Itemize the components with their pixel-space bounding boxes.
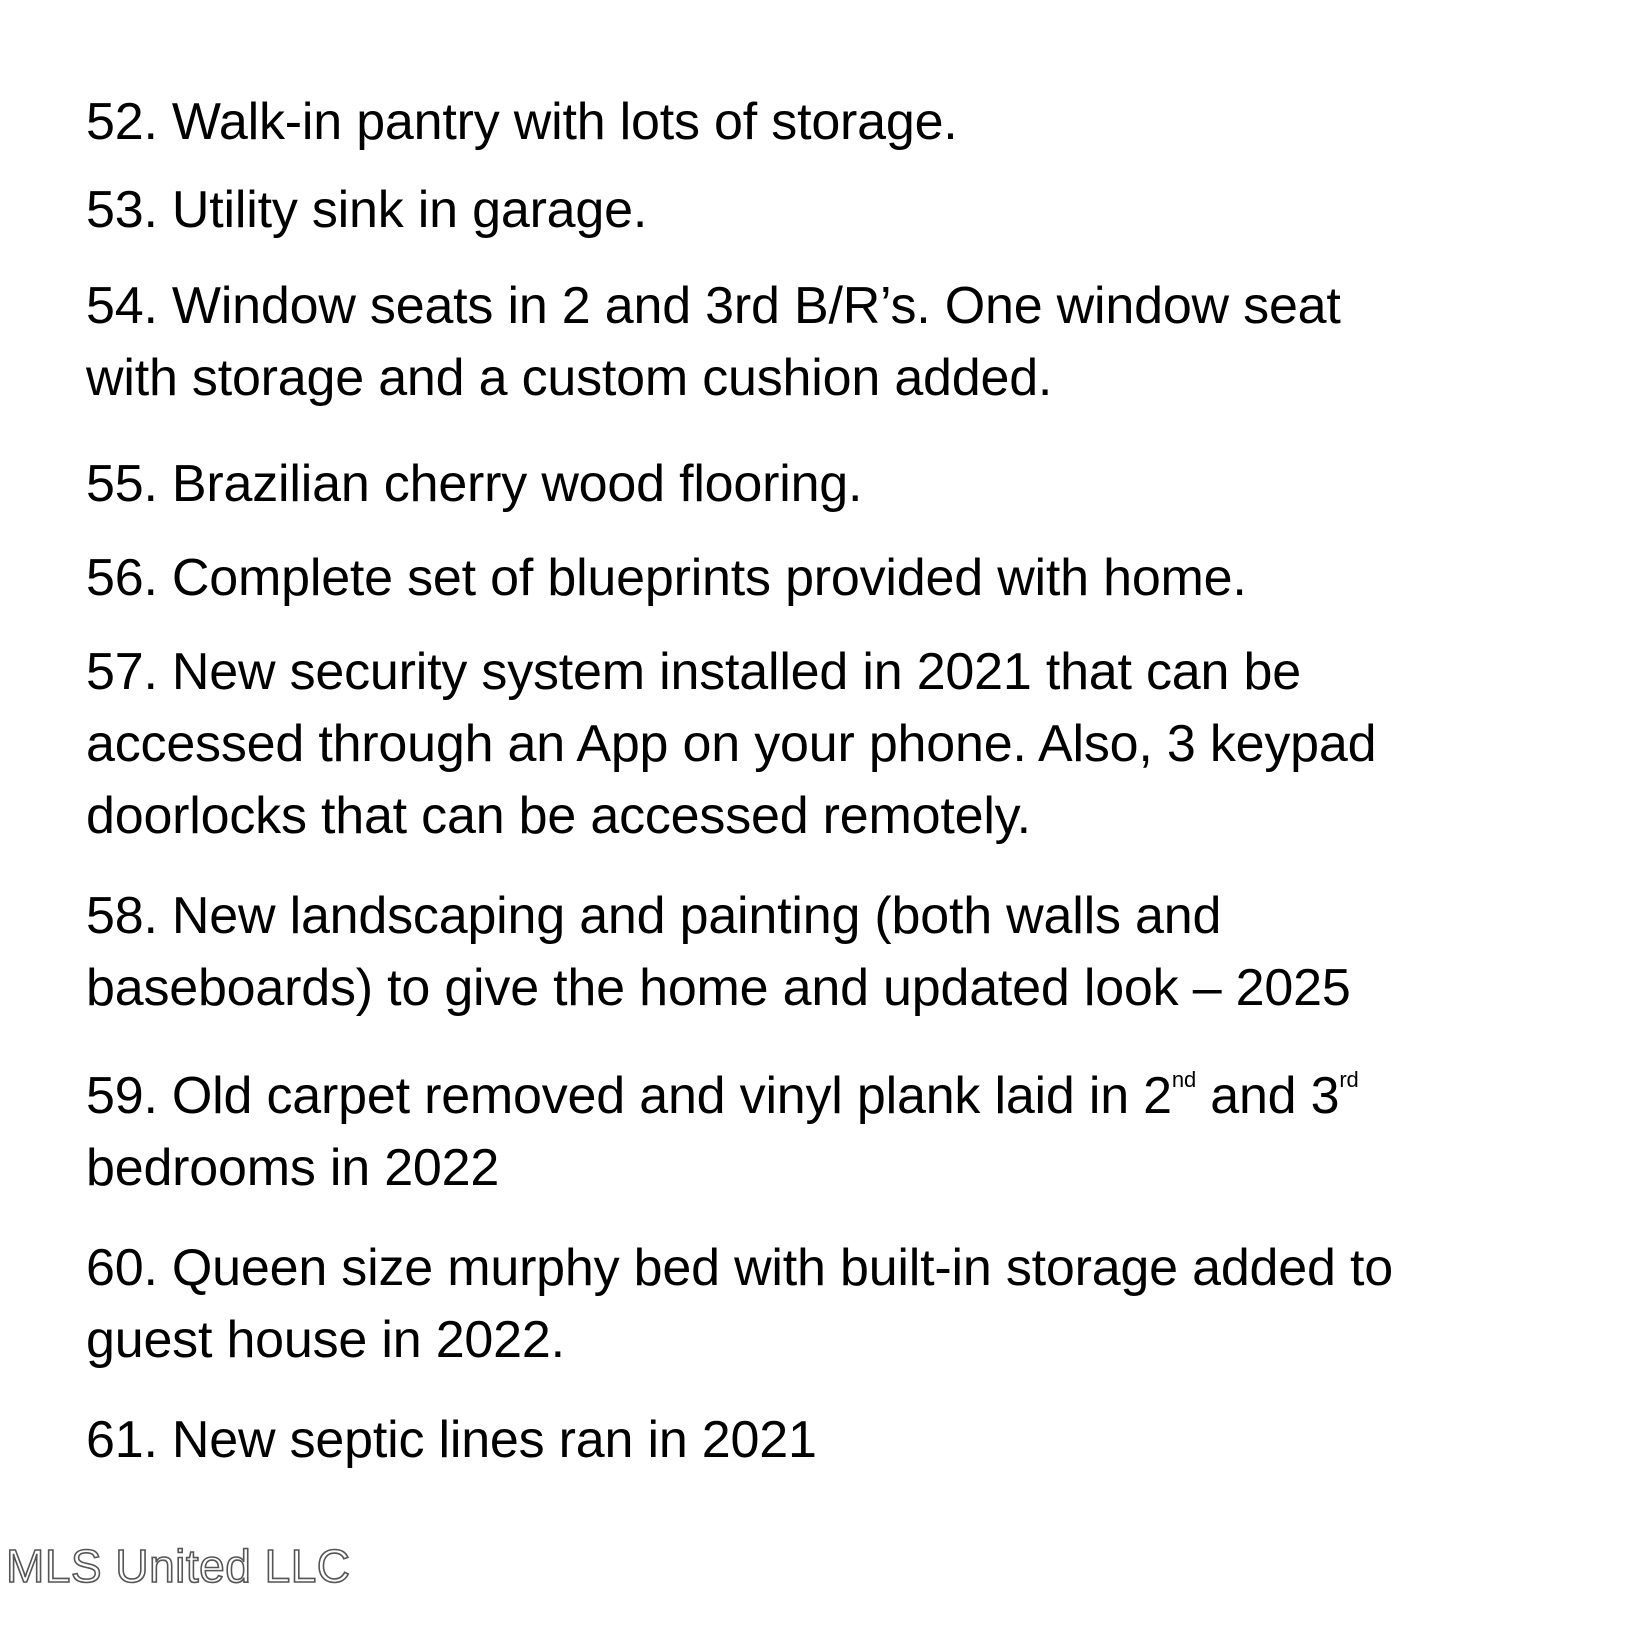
superscript-nd: nd xyxy=(1171,1067,1196,1092)
superscript-rd: rd xyxy=(1339,1067,1359,1092)
list-item-58 xyxy=(86,880,1351,1024)
item-line: with storage and a custom cushion added. xyxy=(86,349,1053,407)
item-line: 53. Utility sink in garage. xyxy=(86,181,648,239)
list-item-54 xyxy=(86,270,1341,414)
item-line: doorlocks that can be accessed remotely. xyxy=(86,787,1031,845)
item-line: 60. Queen size murphy bed with built-in storage added to xyxy=(86,1239,1393,1297)
list-item-61 xyxy=(86,1404,817,1476)
item-line: 52. Walk-in pantry with lots of storage. xyxy=(86,93,958,151)
item-line: guest house in 2022. xyxy=(86,1311,565,1369)
item-line xyxy=(86,1060,1359,1132)
list-item-55 xyxy=(86,448,862,520)
item-line: 54. Window seats in 2 and 3rd B/R’s. One window seat xyxy=(86,277,1341,335)
list-item-52 xyxy=(86,86,958,158)
mls-watermark: MLS United LLC xyxy=(6,1540,351,1592)
item-line: 58. New landscaping and painting (both walls and xyxy=(86,887,1222,945)
item-line: 61. New septic lines ran in 2021 xyxy=(86,1411,817,1469)
item-line: 57. New security system installed in 2021 that can be xyxy=(86,643,1301,701)
item-line: accessed through an App on your phone. Also, 3 keypad xyxy=(86,715,1377,773)
list-item-56 xyxy=(86,542,1247,614)
item-text: 59. Old carpet removed and vinyl plank laid in 2 xyxy=(86,1067,1172,1125)
item-line: 55. Brazilian cherry wood flooring. xyxy=(86,455,863,513)
list-item-57 xyxy=(86,636,1376,852)
list-item-59 xyxy=(86,1060,1359,1204)
list-item-53 xyxy=(86,174,647,246)
item-line: 56. Complete set of blueprints provided with home. xyxy=(86,549,1247,607)
list-item-60 xyxy=(86,1232,1393,1376)
item-line: bedrooms in 2022 xyxy=(86,1139,500,1197)
item-line: baseboards) to give the home and updated look – 2025 xyxy=(86,959,1351,1017)
item-text: and 3 xyxy=(1195,1067,1340,1125)
